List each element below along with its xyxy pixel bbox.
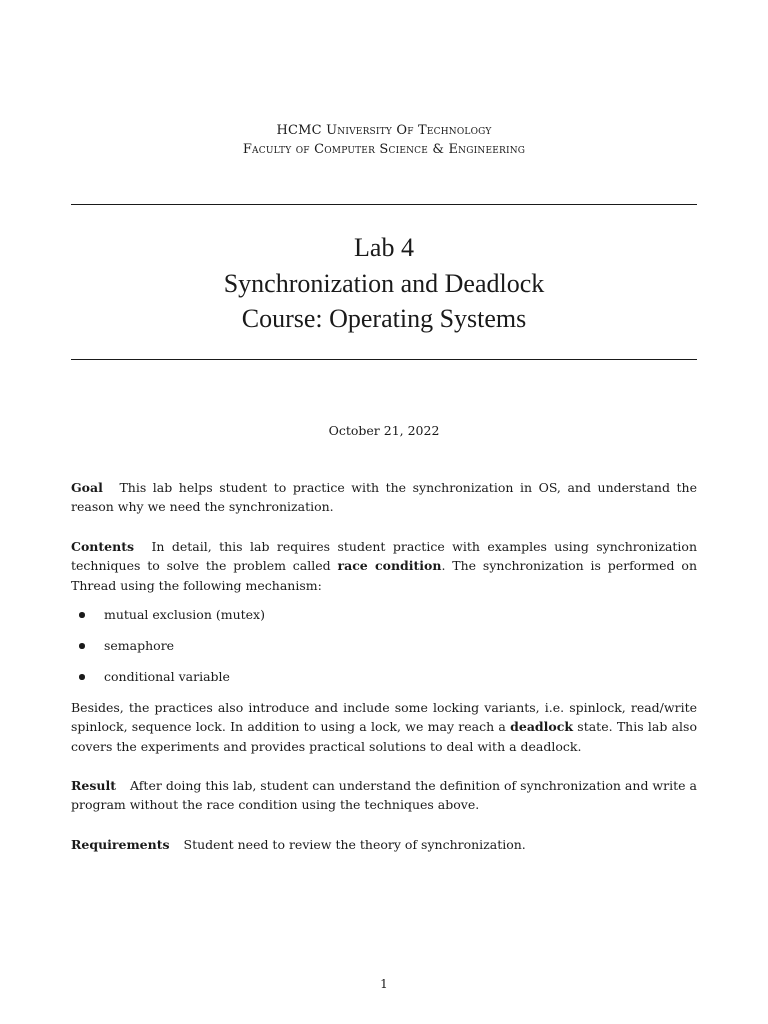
deadlock-term: deadlock [510, 719, 574, 735]
contents-paragraph [71, 537, 697, 595]
besides-paragraph [71, 698, 697, 756]
result-text: After doing this lab, student can understand the definition of synchronization and write a program without the race condition using the techniques above. [71, 778, 697, 813]
contents-text-before: In detail, this lab requires student practice with examples using synchronization techniques to solve the problem called [71, 539, 697, 574]
document-date: October 21, 2022 [328, 423, 440, 438]
bullet-icon [79, 612, 85, 618]
page-number: 1 [380, 977, 388, 991]
contents-text-after: . The synchronization is performed on Thread using the following mechanism: [71, 558, 697, 593]
list-item-text: semaphore [104, 638, 175, 653]
list-item [71, 605, 697, 636]
goal-paragraph [71, 478, 697, 517]
requirements-text: Student need to review the theory of synchronization. [183, 837, 526, 852]
goal-heading: Goal [71, 480, 103, 495]
besides-text-before: Besides, the practices also introduce and include some locking variants, i.e. spinlock, read/write spinlock, sequence lock. In addition to using a lock, we may reach a [71, 700, 697, 735]
requirements-heading: Requirements [71, 837, 170, 852]
course-name: Course: Operating Systems [241, 304, 527, 333]
requirements-paragraph [71, 835, 697, 854]
title-block [0, 230, 768, 337]
title-bottom-rule [71, 359, 697, 360]
document-header [0, 121, 768, 159]
university-name: HCMC University Of Technology [276, 123, 492, 138]
title-top-rule [71, 204, 697, 205]
lab-topic: Synchronization and Deadlock [223, 268, 545, 298]
list-item [71, 636, 697, 667]
list-item [71, 667, 697, 698]
mechanism-list [71, 605, 697, 698]
besides-text-after: state. This lab also covers the experiments and provides practical solutions to deal with a deadlock. [71, 719, 697, 754]
result-paragraph [71, 776, 697, 815]
goal-text: This lab helps student to practice with the synchronization in OS, and understand the reason why we need the synchronization. [71, 480, 697, 515]
faculty-name: Faculty of Computer Science & Engineering [242, 142, 526, 157]
race-condition-term: race condition [337, 558, 442, 574]
bullet-icon [79, 643, 85, 649]
list-item-text: conditional variable [104, 669, 230, 684]
contents-heading: Contents [71, 539, 135, 554]
bullet-icon [79, 674, 85, 680]
lab-number: Lab 4 [354, 233, 414, 262]
result-heading: Result [71, 778, 116, 793]
list-item-text: mutual exclusion (mutex) [104, 607, 265, 622]
